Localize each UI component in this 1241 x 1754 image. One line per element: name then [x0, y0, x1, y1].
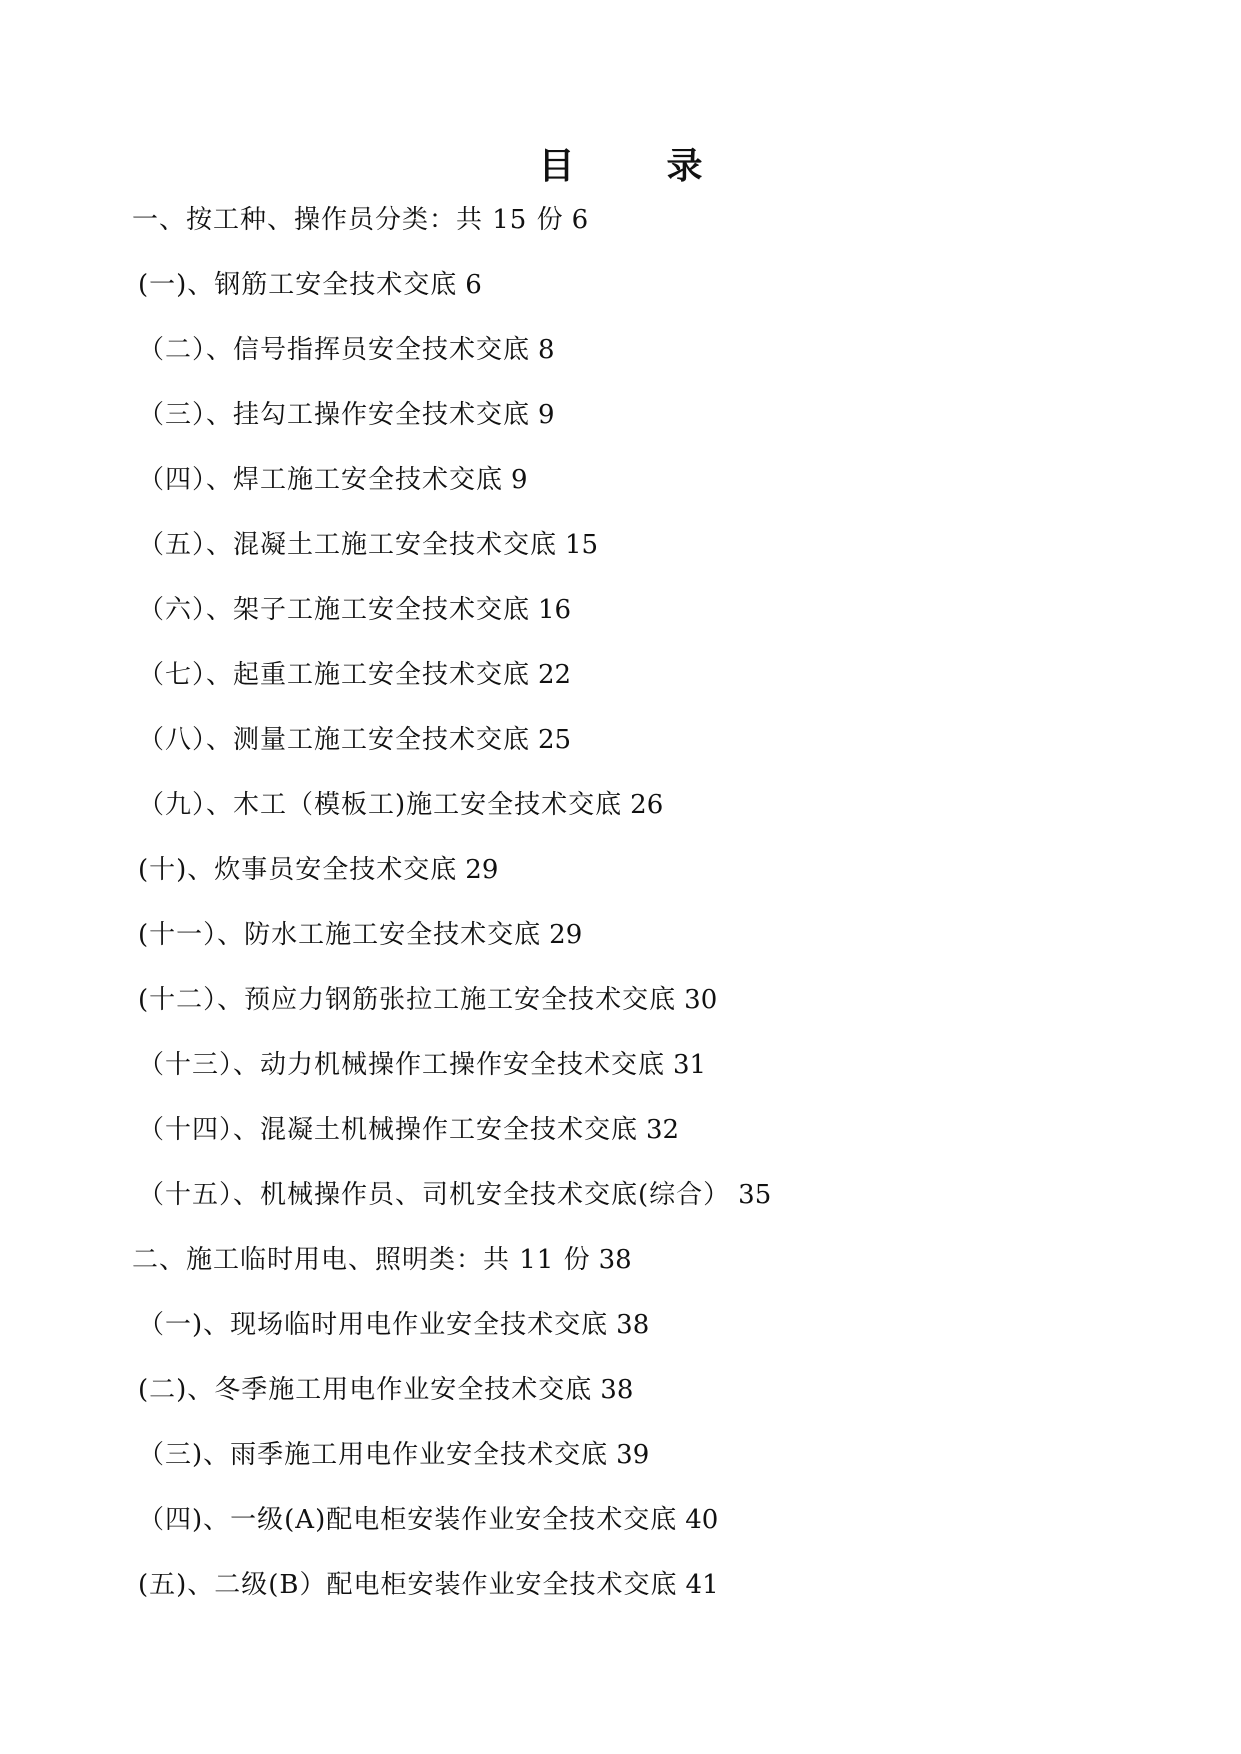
toc-page-number: 9: [538, 400, 555, 430]
toc-entry[interactable]: [138, 655, 1132, 720]
toc-page-number: 25: [538, 725, 572, 755]
toc-page-number: 41: [685, 1570, 719, 1600]
toc-page-number: 39: [616, 1440, 650, 1470]
toc-page-number: 6: [571, 205, 589, 235]
toc-entry-text: (十一）、防水工施工安全技术交底: [138, 920, 542, 950]
toc-entry-text: （六）、架子工施工安全技术交底: [138, 595, 531, 625]
toc-page-number: 16: [538, 595, 572, 625]
toc-page-number: 35: [738, 1180, 772, 1210]
toc-page-number: 26: [630, 790, 664, 820]
toc-entry[interactable]: [138, 1435, 1132, 1500]
toc-entry[interactable]: [138, 915, 1132, 980]
toc-entry-text: （一)、现场临时用电作业安全技术交底: [138, 1310, 609, 1340]
toc-entry-text: （十四）、混凝土机械操作工安全技术交底: [138, 1115, 639, 1145]
toc-entry[interactable]: [138, 850, 1132, 915]
toc-title: 目 录: [538, 145, 731, 187]
toc-page-number: 32: [646, 1115, 680, 1145]
toc-entry-text: （三)、雨季施工用电作业安全技术交底: [138, 1440, 609, 1470]
toc-entry[interactable]: [138, 1305, 1132, 1370]
toc-entry-text: (一)、钢筋工安全技术交底: [138, 270, 458, 300]
toc-list: [132, 200, 1132, 1630]
toc-entry-text: （八）、测量工施工安全技术交底: [138, 725, 531, 755]
toc-entry-text: （三）、挂勾工操作安全技术交底: [138, 400, 531, 430]
toc-entry-text: （七）、起重工施工安全技术交底: [138, 660, 531, 690]
toc-page-number: 30: [684, 985, 718, 1015]
toc-entry-text: 一、按工种、操作员分类：共 15 份: [132, 205, 564, 235]
toc-entry[interactable]: [138, 1370, 1132, 1435]
toc-entry[interactable]: [138, 785, 1132, 850]
toc-entry[interactable]: [138, 720, 1132, 785]
toc-entry[interactable]: [138, 1500, 1132, 1565]
toc-page-number: 15: [565, 530, 599, 560]
toc-entry[interactable]: [138, 330, 1132, 395]
toc-entry[interactable]: [138, 980, 1132, 1045]
toc-entry[interactable]: [138, 265, 1132, 330]
toc-entry-text: （二）、信号指挥员安全技术交底: [138, 335, 531, 365]
toc-entry-text: (二)、冬季施工用电作业安全技术交底: [138, 1375, 593, 1405]
toc-entry-text: （四）、焊工施工安全技术交底: [138, 465, 504, 495]
toc-entry[interactable]: [138, 460, 1132, 525]
toc-entry-text: （十三）、动力机械操作工操作安全技术交底: [138, 1050, 666, 1080]
toc-entry[interactable]: [138, 1045, 1132, 1110]
toc-entry-text: (十)、炊事员安全技术交底: [138, 855, 458, 885]
toc-page-number: 22: [538, 660, 572, 690]
toc-page-number: 29: [465, 855, 499, 885]
toc-entry-text: （四)、一级(A)配电柜安装作业安全技术交底: [138, 1505, 678, 1535]
toc-page-number: 38: [598, 1245, 632, 1275]
toc-page-number: 9: [511, 465, 528, 495]
toc-page-number: 31: [673, 1050, 707, 1080]
toc-entry[interactable]: [138, 1565, 1132, 1630]
toc-page-number: 29: [549, 920, 583, 950]
toc-entry-text: (五)、二级(B）配电柜安装作业安全技术交底: [138, 1570, 678, 1600]
toc-entry[interactable]: [138, 590, 1132, 655]
toc-page-number: 6: [465, 270, 482, 300]
toc-section-entry[interactable]: [132, 1240, 1132, 1305]
toc-entry[interactable]: [138, 525, 1132, 590]
toc-page-number: 38: [600, 1375, 634, 1405]
toc-entry-text: （九）、木工（模板工)施工安全技术交底: [138, 790, 623, 820]
toc-page-number: 8: [538, 335, 555, 365]
toc-entry-text: (十二）、预应力钢筋张拉工施工安全技术交底: [138, 985, 677, 1015]
toc-entry[interactable]: [138, 1175, 1132, 1240]
toc-entry-text: 二、施工临时用电、照明类：共 11 份: [132, 1245, 591, 1275]
toc-page-number: 40: [685, 1505, 719, 1535]
toc-section-entry[interactable]: [132, 200, 1132, 265]
toc-entry[interactable]: [138, 1110, 1132, 1175]
toc-entry[interactable]: [138, 395, 1132, 460]
toc-entry-text: （五）、混凝土工施工安全技术交底: [138, 530, 558, 560]
toc-page-number: 38: [616, 1310, 650, 1340]
toc-entry-text: （十五）、机械操作员、司机安全技术交底(综合）: [138, 1180, 731, 1210]
